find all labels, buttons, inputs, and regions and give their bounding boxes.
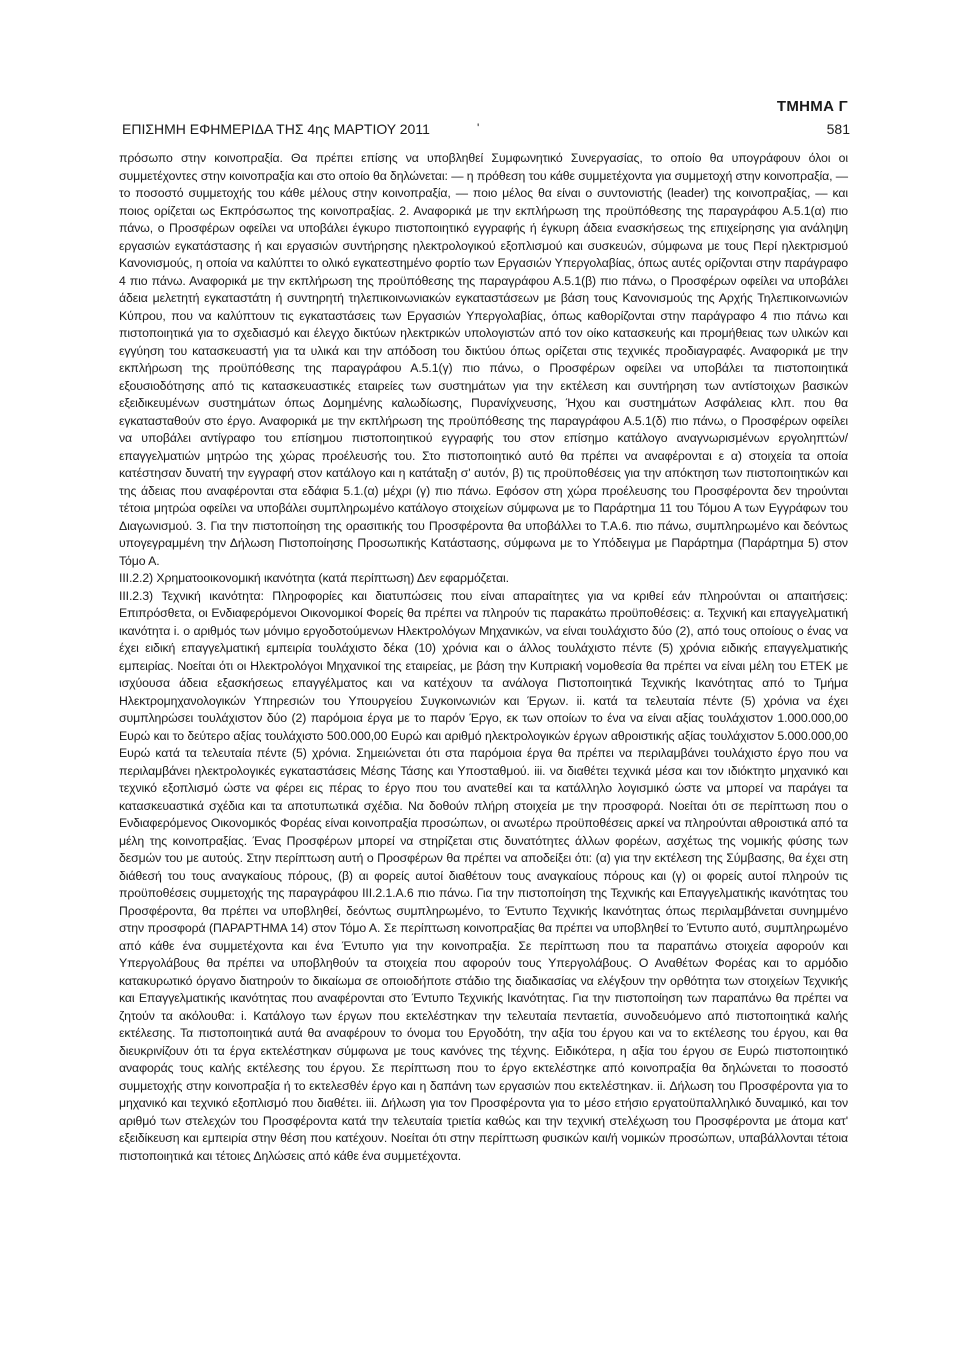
paragraph: III.2.2) Χρηματοοικονομική ικανότητα (κατά περίπτωση) Δεν εφαρμόζεται. xyxy=(119,571,509,585)
scan-mark: ' xyxy=(477,121,480,135)
page-number: 581 xyxy=(826,121,850,137)
body-text xyxy=(119,150,848,1165)
section-label: ΤΜΗΜΑ Γ xyxy=(776,98,848,115)
paragraph: πρόσωπο στην κοινοπραξία. Θα πρέπει επίσης να υποβληθεί Συμφωνητικό Συνεργασίας, το οποίο θα υπογράφουν όλοι οι συμμετέχοντες στην κοινοπραξία και στο οποίο θα δηλώνεται: — η πρόθεση του κάθε συμμετέχοντα για συμμετοχή στην κοινοπραξία, — το ποσοστό συμμετοχής του κάθε μέλους στην κοινοπραξία, — ποιο μέλος θα είναι ο συντονιστής (leader) της κοινοπραξίας, — και ποιος ορίζεται ως Εκπρόσωπος της κοινοπραξίας. 2. Αναφορικά με την εκπλήρωση της προϋπόθεσης της παραγράφου Α.5.1(α) πιο πάνω, ο Προσφέρων οφείλει να υποβάλει έγκυρο πιστοποιητικό εγγραφής ή έγκυρη άδεια ενασκήσεως της επιχείρησης για ανάληψη εργασιών εγκατάστασης ή και εργασιών συντήρησης ηλεκτρολογικού εξοπλισμού και συσκευών, σύμφωνα με τους Περί ηλεκτρισμού Κανονισμούς, η οποία να καλύπτει το ολικό εγκατεστημένο φορτίο των Εργασιών Υπεργολαβίας, όπως αυτές ορίζονται στην παράγραφο 4 πιο πάνω. Αναφορικά με την εκπλήρωση της προϋπόθεσης της παραγράφου Α.5.1(β) πιο πάνω, ο Προσφέρων οφείλει να υποβάλει άδεια μελετητή εγκαταστάτη ή συντηρητή τηλεπικοινωνιακών εγκαταστάσεων με βάση τους Κανονισμούς της Αρχής Τηλεπικοινωνιών Κύπρου, που να καλύπτουν τις εγκαταστάσεις των Εργασιών Υπεργολαβίας, όπως καθορίζονται στην παράγραφο 4 πιο πάνω και πιστοποιητικά για το σχεδιασμό και έλεγχο δικτύων ηλεκτρικών υπολογιστών από τον οίκο κατασκευής και προμήθειας των υλικών και εγγύηση του κατασκευαστή για τα υλικά και την απόδοση του δικτύου όπως ορίζεται στις τεχνικές προδιαγραφές. Αναφορικά με την εκπλήρωση της προϋπόθεσης της παραγράφου Α.5.1(γ) πιο πάνω, ο Προσφέρων οφείλει να υποβάλει τα πιστοποιητικά εξουσιοδότησης από τις κατασκευαστικές εταιρείες των συστημάτων για την εκτέλεση και συντήρηση των αντίστοιχων βασικών εξειδικευμένων συστημάτων όπως Δομημένης καλωδίωσης, Πυρανίχνευσης, Ήχου και συστημάτων Ασφάλειας κλπ. που θα εγκατασταθούν στο έργο. Αναφορικά με την εκπλήρωση της προϋπόθεσης της παραγράφου Α.5.1(δ) πιο πάνω, ο Προσφέρων οφείλει να υποβάλει αντίγραφο του επίσημου πιστοποιητικού εγγραφής του στον επίσημο κατάλογο αναγνωρισμένων εργοληπτών/επαγγελματιών μητρώο της χώρας προέλευσής του. Στο πιστοποιητικό αυτό θα πρέπει να αναφέρονται ε α) στοιχεία τα οποία κατέστησαν δυνατή την εγγραφή στον κατάλογο και η κατάταξη σ' αυτόν, β) τις προϋποθέσεις για την απόκτηση των πιστοποιητικών και της άδειας που αναφέρονται στα εδάφια 5.1.(α) μέχρι (γ) πιο πάνω. Εφόσον στη χώρα προέλευσης του Προσφέροντα δεν τηρούνται τέτοια μητρώα οφείλει να υποβάλει συμπληρωμένο κατάλογο στοιχείων σύμφωνα με το Παράρτημα 11 του Τόμου Α των Εγγράφων του Διαγωνισμού. 3. Για την πιστοποίηση της ορασιτικής του Προσφέροντα θα υποβάλλει το Τ.Α.6. πιο πάνω, συμπληρωμένο και δεόντως υπογεγραμμένη την Δήλωση Πιστοποίησης Προσωπικής Κατάστασης, σύμφωνα με το Υπόδειγμα με Παράρτημα (Παράρτημα 5) στον Τόμο Α. xyxy=(119,151,848,568)
gazette-title: ΕΠΙΣΗΜΗ ΕΦΗΜΕΡΙΔΑ ΤΗΣ 4ης ΜΑΡΤΙΟΥ 2011 xyxy=(122,121,430,137)
page-header xyxy=(122,121,850,139)
paragraph: III.2.3) Τεχνική ικανότητα: Πληροφορίες και διατυπώσεις που είναι απαραίτητες για να κριθεί εάν πληρούνται οι απαιτήσεις: Επιπρόσθετα, οι Ενδιαφερόμενοι Οικονομικοί Φορείς θα πρέπει να πληρούν τις παρακάτω προϋποθέσεις: α. Τεχνική και επαγγελματική ικανότητα i. ο αριθμός των μόνιμο εργοδοτούμενων Ηλεκτρολόγων Μηχανικών, να είναι τουλάχιστο δύο (2), από τους οποίους ο ένας να έχει ειδική επαγγελματική εμπειρία τουλάχιστο δέκα (10) χρόνια και ο άλλος τουλάχιστο πέντε (5) χρόνια ειδικής επαγγελματικής εμπειρίας. Νοείται ότι οι Ηλεκτρολόγοι Μηχανικοί της εταιρείας, με βάση την Κυπριακή νομοθεσία θα πρέπει να είναι μέλη του ΕΤΕΚ με ισχύουσα άδεια εξασκήσεως επαγγέλματος και να κατέχουν τα ανάλογα Πιστοποιητικά Τεχνικής Ικανότητας από το Τμήμα Ηλεκτρομηχανολογικών Υπηρεσιών του Υπουργείου Συγκοινωνιών και Έργων. ii. κατά τα τελευταία πέντε (5) χρόνια να έχει συμπληρώσει τουλάχιστον δύο (2) παρόμοια έργα με το παρόν Έργο, εκ των οποίων το ένα να είναι αξίας τουλάχιστον 1.000.000,00 Ευρώ και το δεύτερο αξίας τουλάχιστο 500.000,00 Ευρώ και αριθμό ηλεκτρολογικών έργων αθροιστικής αξίας τουλάχιστον 5.000.000,00 Ευρώ κατά τα τελευταία πέντε (5) χρόνια. Σημειώνεται ότι στα παρόμοια έργα θα πρέπει να περιλαμβάνει τουλάχιστο έργο που να περιλαμβάνει ηλεκτρολογικές εγκαταστάσεις Μέσης Τάσης και Υποσταθμού. iii. να διαθέτει τεχνικά μέσα και τον ιδιόκτητο μηχανικό και τεχνικό εξοπλισμό ώστε να φέρει εις πέρας το έργο που του ανατεθεί και τα κατάλληλο λογισμικό ώστε να μπορεί να παράγει τα κατασκευαστικά σχέδια και τα αποτυπωτικά σχέδια. Να δοθούν πλήρη στοιχεία με την προσφορά. Νοείται ότι σε περίπτωση που ο Ενδιαφερόμενος Οικονομικός Φορέας είναι κοινοπραξία προσώπων, οι ανωτέρω προϋποθέσεις αρκεί να πληρούνται αθροιστικά από τα μέλη της κοινοπραξίας. Ένας Προσφέρων μπορεί να στηρίζεται στις δυνατότητες άλλων φορέων, ασχέτως της νομικής φύσης των δεσμών του με αυτούς. Στην περίπτωση αυτή ο Προσφέρων θα πρέπει να αποδείξει ότι: (α) για την εκτέλεση της Σύμβασης, θα έχει στη διάθεσή του τους αναγκαίους πόρους, (β) αι φορείς αυτοί διαθέτουν τους αναγκαίους πόρους και (γ) οι φορείς αυτοί πληρούν τις προϋποθέσεις συμμετοχής της παραγράφου III.2.1.Α.6 πιο πάνω. Για την πιστοποίηση της Τεχνικής και Επαγγελματικής ικανότητας του Προσφέροντα, θα πρέπει να υποβληθεί, δεόντως συμπληρωμένο, το Έντυπο Τεχνικής Ικανότητας όπως περιλαμβάνεται συνημμένο στην προσφορά (ΠΑΡΑΡΤΗΜΑ 14) στον Τόμο Α. Σε περίπτωση κοινοπραξίας θα πρέπει να υποβληθεί το Έντυπο αυτό, συμπληρωμένο από κάθε ένα συμμετέχοντα και ένα Έντυπο για την κοινοπραξία. Σε περίπτωση που τα παραπάνω στοιχεία αφορούν και Υπεργολάβους θα πρέπει να υποβληθούν τα στοιχεία που αφορούν τους Υπεργολάβους. Ο Αναθέτων Φορέας και το αρμόδιο κατακυρωτικό όργανο διατηρούν το δικαίωμα σε οποιοδήποτε στάδιο της διαδικασίας να ελέγξουν την ορθότητα των στοιχείων Τεχνικής και Επαγγελματικής ικανότητας που αναφέρονται στο Έντυπο Τεχνικής Ικανότητας. Για την πιστοποίηση των παραπάνω θα πρέπει να ζητούν τα ακόλουθα: i. Κατάλογο των έργων που εκτελέστηκαν την τελευταία πενταετία, συνοδευόμενο από πιστοποιητικά καλής εκτέλεσης. Τα πιστοποιητικά αυτά θα αναφέρουν το όνομα του Εργοδότη, την αξία του έργου και να το εκτέλεσης του έργου, και θα διευκρινίζουν ότι τα έργα εκτελέστηκαν σύμφωνα με τους κανόνες της τέχνης. Ειδικότερα, η αξία του έργου σε Ευρώ πιστοποιητικό αναφοράς τους καλής εκτέλεσης του έργου. Σε περίπτωση που το έργο εκτελέστηκε από κοινοπραξία θα δηλώνεται το ποσοστό συμμετοχής στην κοινοπραξία ή το εκτελεσθέν έργο και η δαπάνη των εργασιών που εκτελέστηκαν. ii. Δήλωση του Προσφέροντα για το μηχανικό και τεχνικό εξοπλισμό που διαθέτει. iii. Δήλωση για τον Προσφέροντα για το μέσο ετήσιο εργατοϋπαλληλικό δυναμικό, και τον αριθμό των στελεχών του Προσφέροντα κατά την τελευταία τριετία καθώς και την τεχνική στελέχωση του Προσφέροντα με άτομα κατ' εξειδίκευση και εμπειρία στην θέση που κατέχουν. Νοείται ότι στην περίπτωση φυσικών και/ή νομικών προσώπων, υπαβάλλονται τέτοια πιστοποιητικά και τέτοιες Δηλώσεις από κάθε ένα συμμετέχοντα. xyxy=(119,588,848,1163)
